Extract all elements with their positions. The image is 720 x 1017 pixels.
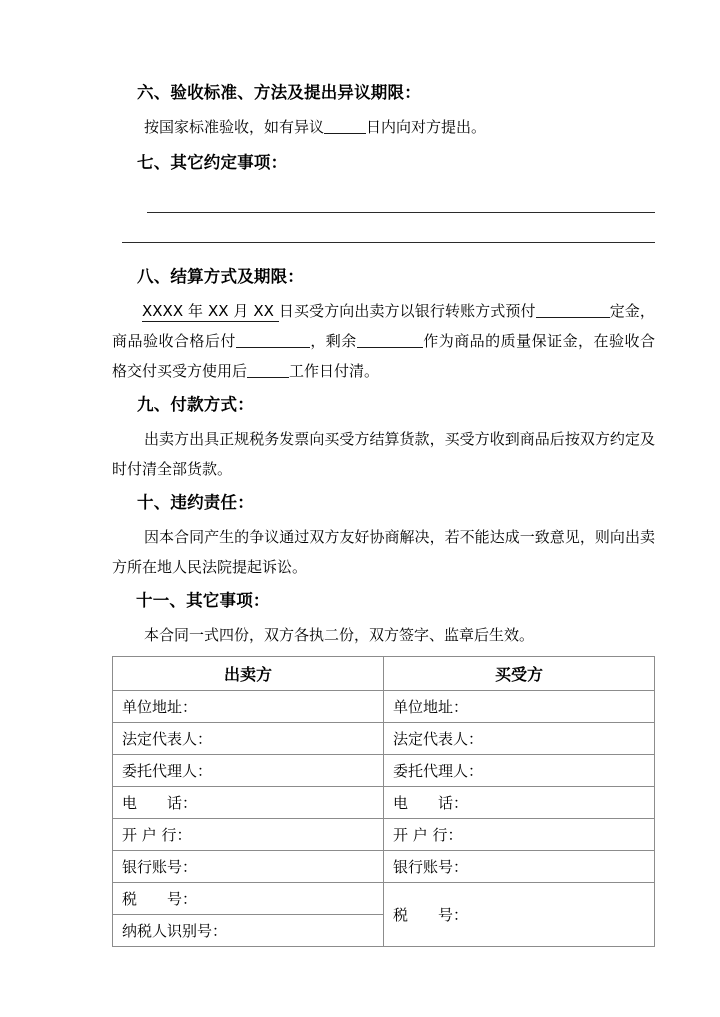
seller-field-address[interactable]: 单位地址：	[113, 691, 384, 723]
section-heading-11: 十一、其它事项：	[136, 591, 270, 610]
table-row	[113, 723, 655, 755]
blank-remaining-amount[interactable]	[357, 347, 423, 348]
document-content	[112, 78, 655, 947]
section-heading-7: 七、其它约定事项：	[137, 153, 288, 172]
blank-payment-after-acceptance[interactable]	[236, 347, 310, 348]
date-year-value: XXXX	[142, 302, 184, 320]
section-8-text-3: ，剩余	[309, 332, 357, 350]
section-heading-9: 九、付款方式：	[137, 395, 254, 414]
section-heading-10: 十、违约责任：	[137, 493, 254, 512]
buyer-field-address[interactable]: 单位地址：	[384, 691, 655, 723]
date-month-label: 月	[233, 302, 249, 320]
section-body-8	[112, 296, 655, 386]
section-body-10: 因本合同产生的争议通过双方友好协商解决，若不能达成一致意见，则向出卖方所在地人民法院提起诉讼。	[112, 528, 655, 576]
section-8-text-1: 买受方向出卖方以银行转账方式预付	[293, 302, 536, 320]
section-6-text-prefix: 按国家标准验收，如有异议	[144, 118, 325, 136]
table-row	[113, 787, 655, 819]
table-row	[113, 851, 655, 883]
blank-deposit-amount[interactable]	[536, 317, 610, 318]
section-8-text-5: 工作日付清。	[289, 362, 380, 380]
table-header-buyer: 买受方	[384, 657, 655, 691]
section-body-11: 本合同一式四份，双方各执二份，双方签字、监章后生效。	[144, 626, 535, 644]
date-day-label: 日	[278, 302, 294, 320]
section-8-text-2: 定金，商品验收合格后付	[112, 302, 655, 350]
seller-field-taxpayer-id[interactable]: 纳税人识别号：	[113, 915, 384, 947]
section-6-text-suffix: 日内向对方提出。	[366, 118, 487, 136]
seller-field-bank-account[interactable]: 银行账号：	[113, 851, 384, 883]
table-row	[113, 883, 655, 915]
buyer-field-phone[interactable]: 电 话：	[384, 787, 655, 819]
seller-field-phone[interactable]: 电 话：	[113, 787, 384, 819]
blank-line-1[interactable]	[147, 212, 655, 213]
date-day-value: XX	[253, 302, 274, 320]
blank-line-row-2	[112, 222, 655, 252]
date-year-label: 年	[187, 302, 204, 320]
date-month-value: XX	[207, 302, 229, 320]
signature-table	[112, 656, 655, 947]
section-heading-8: 八、结算方式及期限：	[137, 267, 304, 286]
section-8-text-4: 作为商品的质量保证金，在验收合格交付买受方使用后	[112, 332, 655, 380]
section-heading-6: 六、验收标准、方法及提出异议期限：	[137, 83, 421, 102]
buyer-field-tax-number[interactable]: 税 号：	[384, 883, 655, 947]
buyer-field-bank-branch[interactable]: 开 户 行：	[384, 819, 655, 851]
settlement-date-run[interactable]	[142, 302, 279, 322]
table-row	[113, 755, 655, 787]
seller-field-bank-branch[interactable]: 开 户 行：	[113, 819, 384, 851]
table-header-seller: 出卖方	[113, 657, 384, 691]
seller-field-tax-number[interactable]: 税 号：	[113, 883, 384, 915]
blank-days-objection[interactable]	[324, 133, 366, 134]
blank-line-2[interactable]	[122, 242, 655, 243]
table-row	[113, 819, 655, 851]
seller-field-authorized-agent[interactable]: 委托代理人：	[113, 755, 384, 787]
blank-working-days[interactable]	[247, 377, 289, 378]
table-header-row	[113, 657, 655, 691]
buyer-field-legal-representative[interactable]: 法定代表人：	[384, 723, 655, 755]
seller-field-legal-representative[interactable]: 法定代表人：	[113, 723, 384, 755]
buyer-field-authorized-agent[interactable]: 委托代理人：	[384, 755, 655, 787]
section-body-6	[112, 112, 655, 142]
section-body-9: 出卖方出具正规税务发票向买受方结算货款，买受方收到商品后按双方约定及时付清全部货款。	[112, 430, 655, 478]
table-row	[113, 691, 655, 723]
blank-line-row-1	[112, 192, 655, 222]
buyer-field-bank-account[interactable]: 银行账号：	[384, 851, 655, 883]
